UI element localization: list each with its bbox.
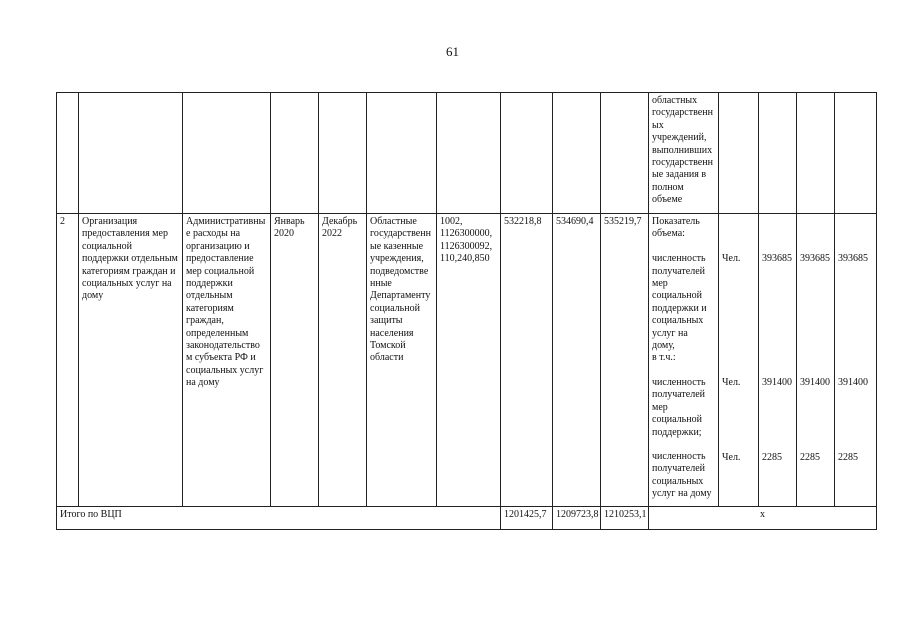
cell-empty [601, 93, 649, 214]
indicator-value-2022-2: 391400 [838, 377, 868, 389]
total-2020: 1201425,7 [501, 507, 553, 530]
activity-name: Организация предоставления мер социальной поддержки отдельным категориям граждан и социальных услуг на дому [79, 214, 183, 507]
indicator-value-2020-1: 393685 [762, 253, 792, 264]
indicator-text-2: численность получателей мер социальной поддержки; [652, 376, 706, 438]
indicator-text-3: численность получателей социальных услуг на дому [652, 450, 712, 500]
value-2021-cell [797, 214, 835, 507]
cell-empty [79, 93, 183, 214]
indicator-cell [649, 214, 719, 507]
start-date: Январь 2020 [271, 214, 319, 507]
total-label: Итого по ВЦП [57, 507, 501, 530]
amount-2020: 532218,8 [501, 214, 553, 507]
cell-empty [183, 93, 271, 214]
page-number: 61 [446, 44, 459, 59]
indicator-unit-1: Чел. [722, 253, 741, 264]
amount-2021: 534690,4 [553, 214, 601, 507]
indicator-unit-3: Чел. [722, 451, 741, 463]
indicator-value-2021-3: 2285 [800, 451, 820, 463]
unit-cell [719, 214, 759, 507]
amount-2022: 535219,7 [601, 214, 649, 507]
executor: Областные государственные казенные учреждения, подведомственные Департаменту социальной защиты населения Томской области [367, 214, 437, 507]
table-row [57, 214, 877, 507]
indicator-value-2020-2: 391400 [762, 377, 792, 389]
indicator-text-1: Показатель объема: численность получателей мер социальной поддержки и социальных услуг на дому, в т.ч.: [652, 216, 707, 364]
cell-empty [501, 93, 553, 214]
total-mark: х [649, 507, 877, 530]
cell-empty [271, 93, 319, 214]
total-2021: 1209723,8 [553, 507, 601, 530]
row-number: 2 [57, 214, 79, 507]
cell-empty [367, 93, 437, 214]
total-2022: 1210253,1 [601, 507, 649, 530]
end-date: Декабрь 2022 [319, 214, 367, 507]
cell-empty [719, 93, 759, 214]
budget-code: 1002, 1126300000, 1126300092, 110,240,850 [437, 214, 501, 507]
indicator-value-2022-3: 2285 [838, 451, 858, 463]
cell-empty [57, 93, 79, 214]
indicator-continued-text: областных государственн ых учреждений, выполнивших государственн ые задания в полном объеме [649, 93, 719, 214]
cell-empty [553, 93, 601, 214]
indicator-unit-2: Чел. [722, 377, 741, 389]
value-2020-cell [759, 214, 797, 507]
indicator-value-2022-1: 393685 [838, 253, 868, 264]
program-table [56, 92, 877, 530]
cell-empty [835, 93, 877, 214]
cell-empty [797, 93, 835, 214]
expense-type: Административные расходы на организацию и предоставление мер социальной поддержки отдельным категориям граждан, определенным законодательство м субъекта РФ и социальных услуг на дому [183, 214, 271, 507]
cell-empty [759, 93, 797, 214]
cell-empty [319, 93, 367, 214]
total-row [57, 507, 877, 530]
indicator-value-2021-1: 393685 [800, 253, 830, 264]
indicator-value-2021-2: 391400 [800, 377, 830, 389]
table-row-continued [57, 93, 877, 214]
value-2022-cell [835, 214, 877, 507]
cell-empty [437, 93, 501, 214]
indicator-value-2020-3: 2285 [762, 451, 782, 463]
